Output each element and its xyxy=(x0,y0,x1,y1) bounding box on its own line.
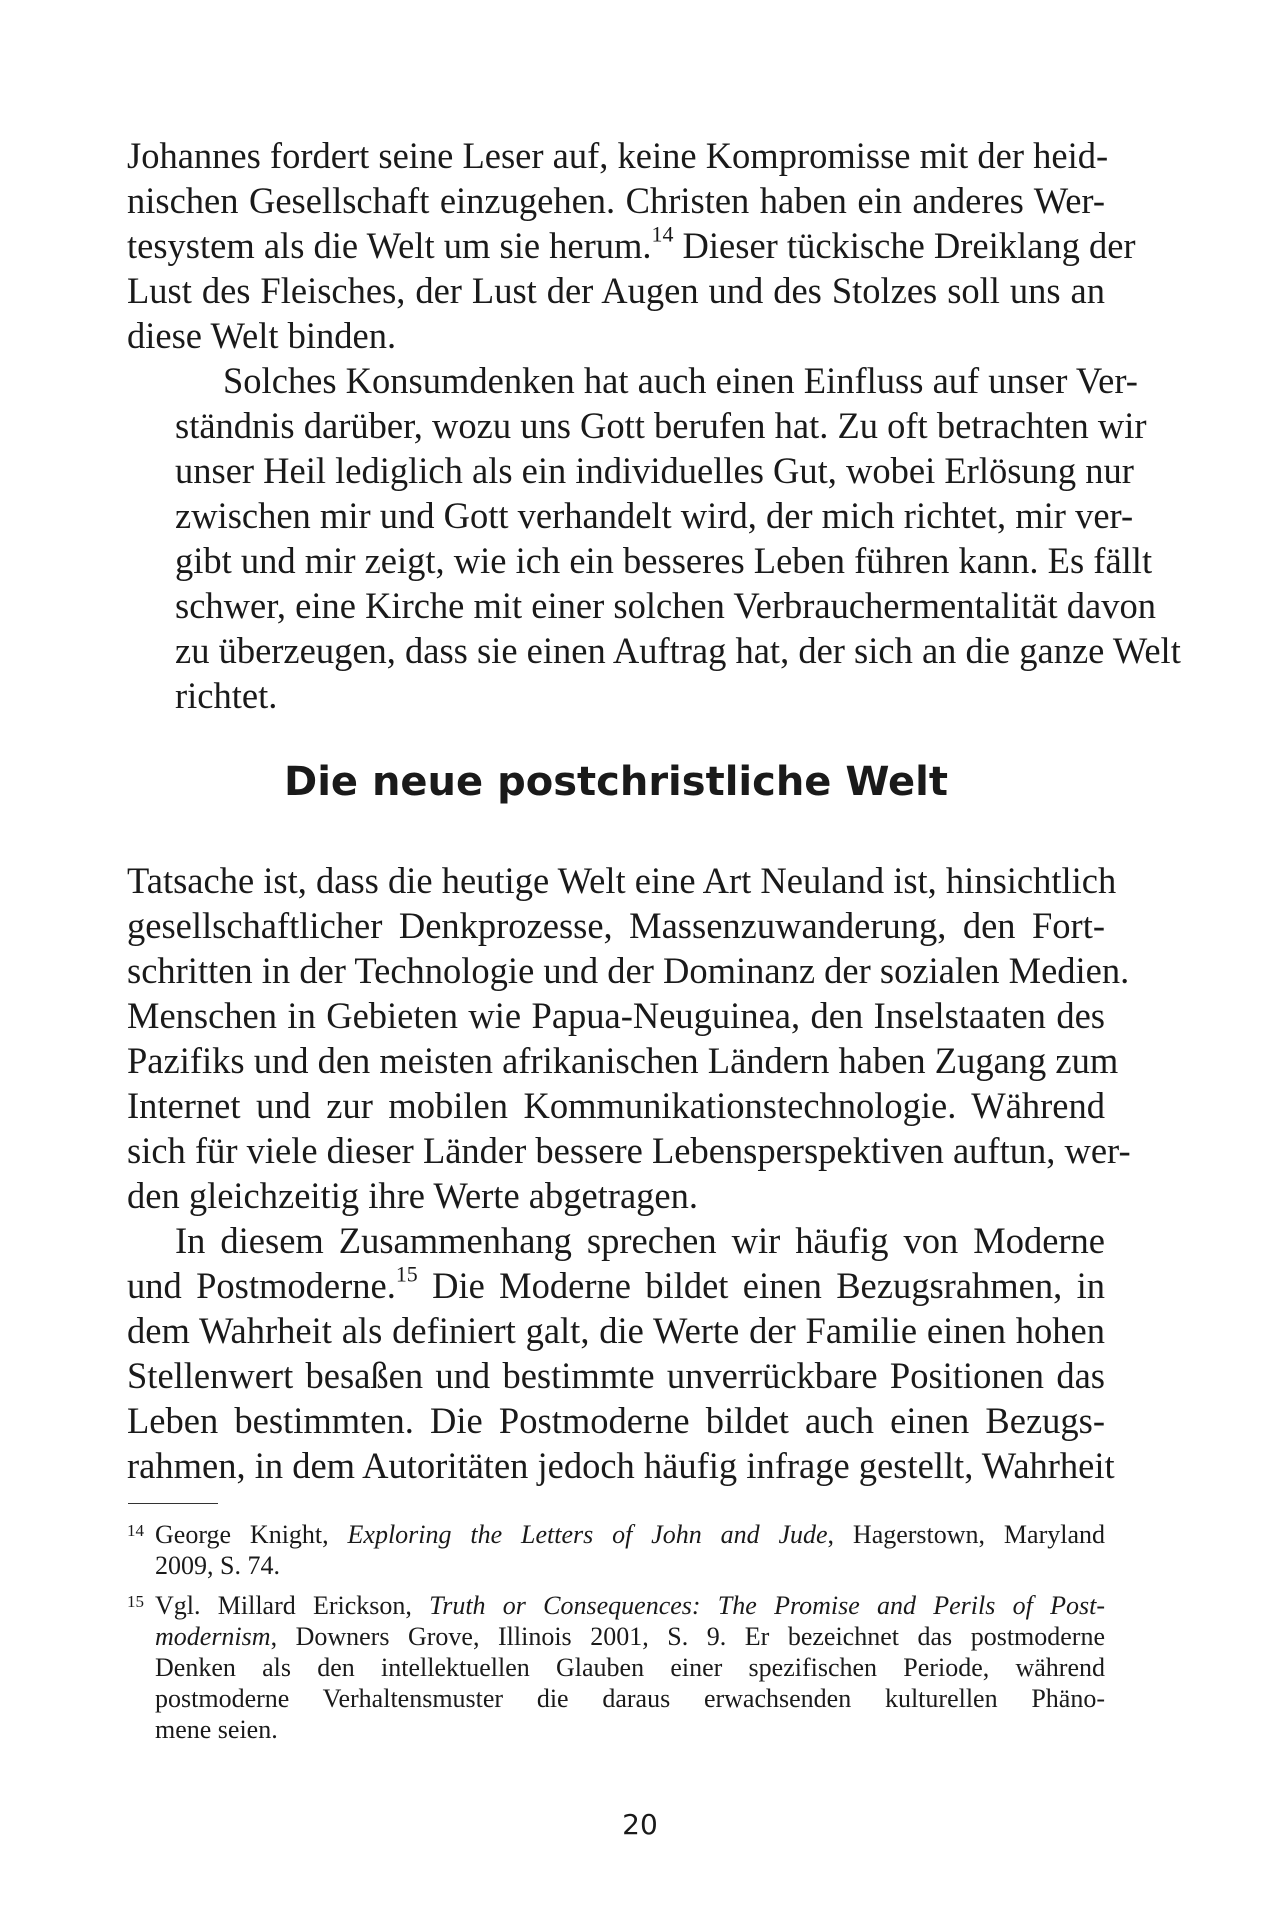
paragraph xyxy=(127,858,1131,1218)
footnote-ref: 15 xyxy=(395,1261,418,1287)
text-line: zwischen mir und Gott verhandelt wird, der mich richtet, mir ver- xyxy=(175,495,1134,536)
footnote-line: Denken als den intellektuellen Glauben einer spezifischen Periode, während xyxy=(155,1653,1105,1682)
text-line: gesellschaftlicher Denkprozesse, Massenzuwanderung, den Fort- xyxy=(127,905,1105,946)
text-line: Menschen in Gebieten wie Papua-Neuguinea, den Inselstaaten des xyxy=(127,995,1105,1036)
footnote-15 xyxy=(127,1590,1105,1745)
paragraph xyxy=(127,1218,1115,1488)
text-line: sich für viele dieser Länder bessere Lebensperspektiven auftun, wer- xyxy=(127,1130,1131,1171)
text-line: diese Welt binden. xyxy=(127,315,397,356)
text-line: und Postmoderne.$^{15}$ Die Moderne bildet einen Bezugsrahmen, in xyxy=(127,1261,1105,1306)
text-line: Stellenwert besaßen und bestimmte unverrückbare Positionen das xyxy=(127,1355,1105,1396)
text-line: schritten in der Technologie und der Dominanz der sozialen Medien. xyxy=(127,950,1130,991)
paragraph xyxy=(127,133,1136,358)
text-line: Leben bestimmten. Die Postmoderne bildet auch einen Bezugs- xyxy=(127,1400,1105,1441)
page-number: 20 xyxy=(622,1808,658,1841)
text-line: nischen Gesellschaft einzugehen. Christen haben ein anderes Wer- xyxy=(127,180,1105,221)
footnote-line: Vgl. Millard Erickson, Truth or Consequences: The Promise and Perils of Post- xyxy=(155,1591,1105,1620)
footnote-divider xyxy=(128,1503,218,1504)
text-line: ständnis darüber, wozu uns Gott berufen hat. Zu oft betrachten wir xyxy=(175,405,1147,446)
text-line: Johannes fordert seine Leser auf, keine Kompromisse mit der heid- xyxy=(127,135,1109,176)
footnote-number: 15 xyxy=(127,1592,144,1611)
text-line: zu überzeugen, dass sie einen Auftrag hat, der sich an die ganze Welt xyxy=(175,630,1181,671)
text-line: dem Wahrheit als definiert galt, die Werte der Familie einen hohen xyxy=(127,1310,1105,1351)
footnote-line: 2009, S. 74. xyxy=(155,1551,280,1580)
text-line: tesystem als die Welt um sie herum.$^{14}$ Dieser tückische Dreiklang der xyxy=(127,221,1136,266)
body-text-top xyxy=(127,133,1181,718)
footnote-number: 14 xyxy=(127,1521,144,1540)
footnotes xyxy=(127,1519,1105,1754)
paragraph xyxy=(127,358,1181,718)
body-text-bottom xyxy=(127,858,1131,1488)
footnote-line: postmoderne Verhaltensmuster die daraus erwachsenden kulturellen Phäno- xyxy=(155,1684,1105,1713)
text-line: Solches Konsumdenken hat auch einen Einfluss auf unser Ver- xyxy=(223,360,1138,401)
text-line: schwer, eine Kirche mit einer solchen Verbrauchermentalität davon xyxy=(175,585,1156,626)
footnote-line: mene seien. xyxy=(155,1715,278,1744)
text-line: rahmen, in dem Autoritäten jedoch häufig infrage gestellt, Wahrheit xyxy=(127,1445,1115,1486)
text-line: In diesem Zusammenhang sprechen wir häufig von Moderne xyxy=(175,1220,1105,1261)
text-line: Internet und zur mobilen Kommunikationstechnologie. Während xyxy=(127,1085,1105,1126)
text-line: Lust des Fleisches, der Lust der Augen und des Stolzes soll uns an xyxy=(127,270,1105,311)
text-line: gibt und mir zeigt, wie ich ein besseres Leben führen kann. Es fällt xyxy=(175,540,1153,581)
text-line: den gleichzeitig ihre Werte abgetragen. xyxy=(127,1175,698,1216)
text-line: richtet. xyxy=(175,675,278,716)
text-line: Pazifiks und den meisten afrikanischen Ländern haben Zugang zum xyxy=(127,1040,1119,1081)
footnote-line: George Knight, Exploring the Letters of John and Jude, Hagerstown, Maryland xyxy=(155,1520,1105,1549)
footnote-ref: 14 xyxy=(651,221,674,247)
text-line: unser Heil lediglich als ein individuelles Gut, wobei Erlösung nur xyxy=(175,450,1134,491)
text-line: Tatsache ist, dass die heutige Welt eine Art Neuland ist, hinsichtlich xyxy=(127,860,1117,901)
footnote-line: modernism, Downers Grove, Illinois 2001, S. 9. Er bezeichnet das postmoderne xyxy=(155,1622,1105,1651)
footnote-14 xyxy=(127,1519,1105,1581)
section-heading: Die neue postchristliche Welt xyxy=(283,759,949,805)
